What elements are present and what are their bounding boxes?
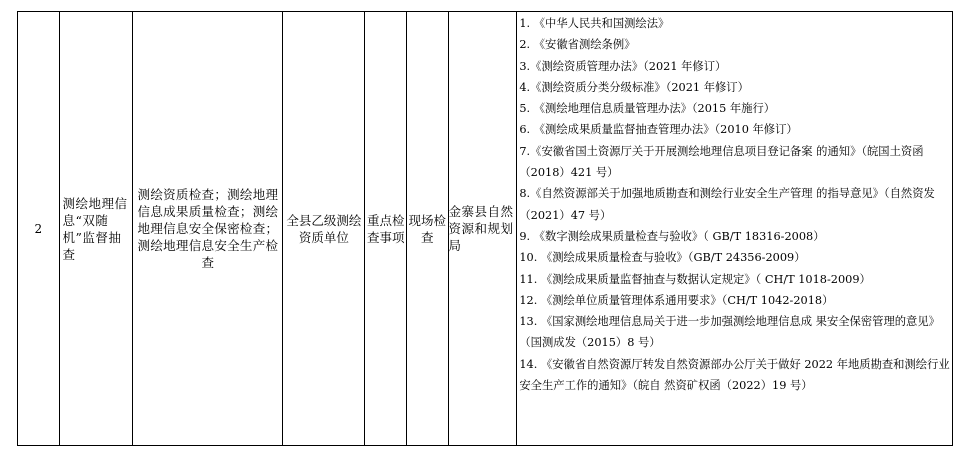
basis-number: 1.: [519, 17, 531, 30]
basis-title: 《测绘资质管理办法》（2021 年修订）: [530, 59, 727, 73]
basis-title: 《安徽省测绘条例》: [533, 38, 636, 52]
basis-title: 《自然资源部关于加强地质勘查和测绘行业安全生产管理 的指导意见》（自然资发（2021）47 号）: [519, 187, 935, 222]
list-item: [519, 56, 950, 77]
basis-title: 《安徽省国土资源厅关于开展测绘地理信息项目登记备案 的通知》（皖国土资函（2018）421 号）: [519, 144, 924, 180]
basis-number: 13.: [519, 315, 538, 329]
list-item: [519, 311, 950, 354]
basis-number: 4.: [519, 80, 531, 94]
basis-number: 10.: [519, 251, 538, 265]
basis-number: 3.: [519, 59, 531, 73]
basis-title: 《测绘单位质量管理体系通用要求》（CH/T 1042-2018）: [540, 293, 834, 307]
department: 金寨县自然资源和规划局: [448, 204, 514, 253]
basis-title: 《测绘成果质量检查与验收》（GB/T 24356-2009）: [540, 251, 806, 265]
list-item: [519, 354, 950, 397]
table-row: [18, 12, 953, 446]
check-method-cell: [406, 12, 448, 446]
basis-title: 《测绘成果质量监督抽查与数据认定规定》（ CH/T 1018-2009）: [540, 272, 871, 286]
list-item: [519, 183, 950, 226]
list-item: [519, 77, 950, 98]
basis-number: 5.: [519, 102, 531, 116]
basis-number: 2.: [519, 38, 531, 52]
list-item: [519, 34, 950, 55]
list-item: [519, 13, 950, 34]
basis-title: 《安徽省自然资源厅转发自然资源部办公厅关于做好 2022 年地质勘查和测绘行业安全生产工作的通知》（皖自 然资矿权函（2022）19 号）: [519, 357, 950, 393]
basis-number: 9.: [519, 229, 531, 243]
basis-title: 《中华人民共和国测绘法》: [533, 17, 670, 30]
check-target-cell: [283, 12, 365, 446]
row-index: 2: [34, 221, 43, 236]
check-target: 全县乙级测绘资质单位: [286, 212, 362, 245]
row-index-cell: [18, 12, 60, 446]
item-name-cell: [59, 12, 133, 446]
list-item: [519, 98, 950, 119]
list-item: [519, 226, 950, 247]
basis-title: 《测绘地理信息质量管理办法》（2015 年施行）: [533, 102, 776, 116]
list-item: [519, 247, 950, 268]
check-content: 测绘资质检查；测绘地理信息成果质量检查；测绘地理信息安全保密检查；测绘地理信息安全生产检查: [137, 187, 279, 270]
basis-title: 《测绘成果质量监督抽查管理办法》（2010 年修订）: [533, 123, 798, 137]
basis-number: 11.: [519, 272, 538, 286]
check-type-cell: [365, 12, 407, 446]
basis-number: 8.: [519, 187, 531, 201]
list-item: [519, 141, 950, 184]
basis-number: 12.: [519, 293, 538, 307]
basis-number: 6.: [519, 123, 531, 137]
inspection-items-table: [17, 11, 953, 446]
basis-number: 7.: [519, 144, 531, 158]
item-name: 测绘地理信息“双随机”监督抽查: [62, 195, 128, 262]
legal-basis-list: [519, 13, 950, 396]
check-type: 重点检查事项: [366, 212, 405, 245]
basis-title: 《数字测绘成果质量检查与验收》（ GB/T 18316-2008）: [533, 229, 825, 243]
basis-title: 《测绘资质分类分级标准》（2021 年修订）: [530, 80, 749, 94]
basis-number: 14.: [519, 357, 538, 371]
legal-basis-cell: [517, 12, 953, 446]
list-item: [519, 290, 950, 311]
department-cell: [448, 12, 517, 446]
check-content-cell: [133, 12, 283, 446]
list-item: [519, 269, 950, 290]
basis-title: 《国家测绘地理信息局关于进一步加强测绘地理信息成 果安全保密管理的意见》（国测成发（2015）8 号）: [519, 315, 940, 350]
check-method: 现场检查: [408, 212, 446, 245]
list-item: [519, 119, 950, 140]
